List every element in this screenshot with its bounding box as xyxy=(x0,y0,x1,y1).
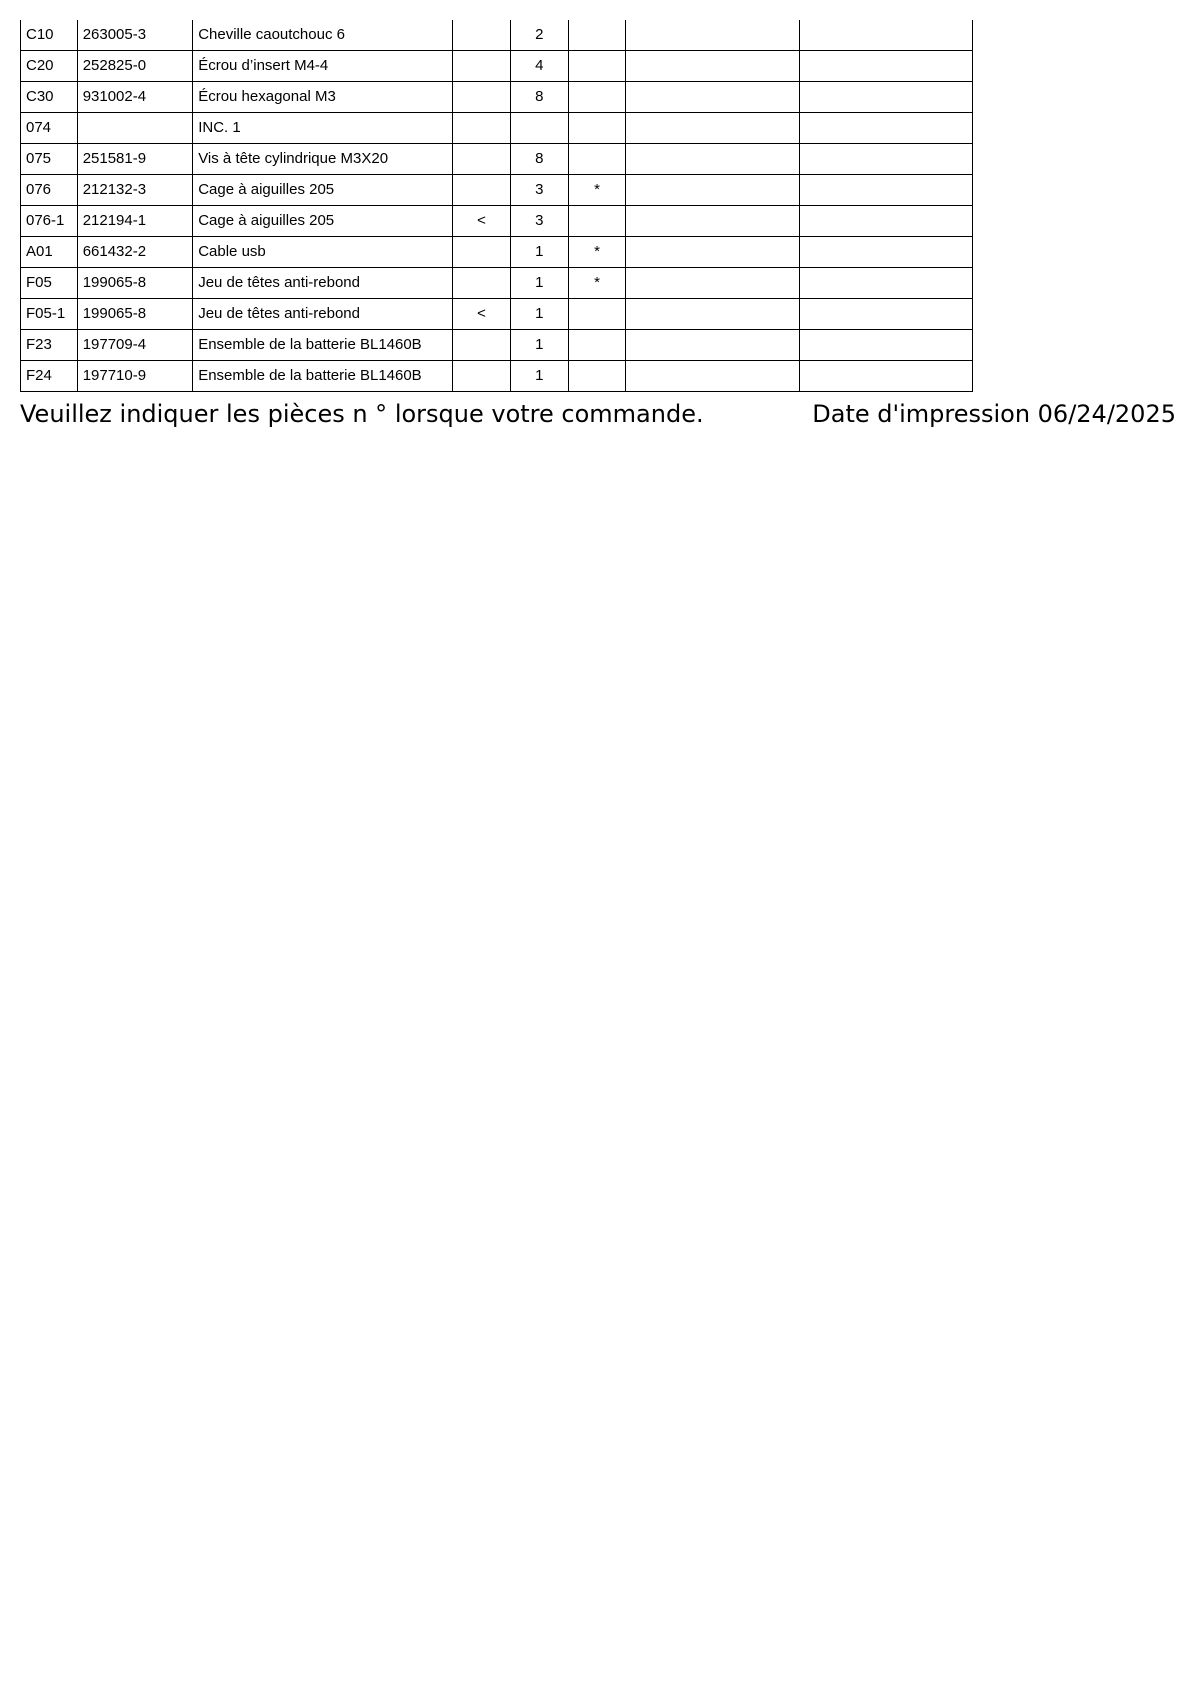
part-number-cell: 661432-2 xyxy=(77,237,193,268)
description-cell: Écrou hexagonal M3 xyxy=(193,82,453,113)
quantity-cell: 1 xyxy=(510,237,568,268)
description-cell: Jeu de têtes anti-rebond xyxy=(193,268,453,299)
description-cell: Cable usb xyxy=(193,237,453,268)
blank-cell xyxy=(799,237,972,268)
table-row xyxy=(21,20,973,51)
blank-cell xyxy=(799,299,972,330)
note-cell xyxy=(568,51,626,82)
table-row xyxy=(21,82,973,113)
table-row xyxy=(21,330,973,361)
item-number-cell: F05-1 xyxy=(21,299,78,330)
substitution-cell: < xyxy=(453,299,511,330)
table-row xyxy=(21,206,973,237)
quantity-cell: 4 xyxy=(510,51,568,82)
description-cell: Ensemble de la batterie BL1460B xyxy=(193,361,453,392)
substitution-cell xyxy=(453,20,511,51)
blank-cell xyxy=(799,268,972,299)
substitution-cell: < xyxy=(453,206,511,237)
quantity-cell: 8 xyxy=(510,144,568,175)
blank-cell xyxy=(626,299,799,330)
item-number-cell: F23 xyxy=(21,330,78,361)
part-number-cell: 197710-9 xyxy=(77,361,193,392)
blank-cell xyxy=(799,51,972,82)
part-number-cell: 251581-9 xyxy=(77,144,193,175)
blank-cell xyxy=(626,175,799,206)
note-cell xyxy=(568,82,626,113)
blank-cell xyxy=(626,206,799,237)
blank-cell xyxy=(626,237,799,268)
quantity-cell xyxy=(510,113,568,144)
substitution-cell xyxy=(453,237,511,268)
substitution-cell xyxy=(453,144,511,175)
quantity-cell: 2 xyxy=(510,20,568,51)
description-cell: INC. 1 xyxy=(193,113,453,144)
blank-cell xyxy=(799,206,972,237)
part-number-cell: 212194-1 xyxy=(77,206,193,237)
description-cell: Cage à aiguilles 205 xyxy=(193,206,453,237)
description-cell: Ensemble de la batterie BL1460B xyxy=(193,330,453,361)
blank-cell xyxy=(799,82,972,113)
blank-cell xyxy=(799,113,972,144)
item-number-cell: 076 xyxy=(21,175,78,206)
note-cell xyxy=(568,299,626,330)
table-row xyxy=(21,299,973,330)
blank-cell xyxy=(626,144,799,175)
blank-cell xyxy=(626,330,799,361)
blank-cell xyxy=(799,361,972,392)
note-cell: * xyxy=(568,268,626,299)
item-number-cell: F24 xyxy=(21,361,78,392)
order-instruction-note: Veuillez indiquer les pièces n ° lorsque votre commande. xyxy=(20,400,704,428)
description-cell: Cage à aiguilles 205 xyxy=(193,175,453,206)
blank-cell xyxy=(799,144,972,175)
quantity-cell: 1 xyxy=(510,299,568,330)
blank-cell xyxy=(626,268,799,299)
blank-cell xyxy=(626,51,799,82)
substitution-cell xyxy=(453,330,511,361)
item-number-cell: 074 xyxy=(21,113,78,144)
item-number-cell: A01 xyxy=(21,237,78,268)
blank-cell xyxy=(799,175,972,206)
note-cell xyxy=(568,144,626,175)
item-number-cell: C20 xyxy=(21,51,78,82)
quantity-cell: 3 xyxy=(510,206,568,237)
description-cell: Cheville caoutchouc 6 xyxy=(193,20,453,51)
part-number-cell: 931002-4 xyxy=(77,82,193,113)
quantity-cell: 8 xyxy=(510,82,568,113)
substitution-cell xyxy=(453,51,511,82)
table-row xyxy=(21,268,973,299)
item-number-cell: F05 xyxy=(21,268,78,299)
quantity-cell: 1 xyxy=(510,330,568,361)
note-cell xyxy=(568,330,626,361)
description-cell: Vis à tête cylindrique M3X20 xyxy=(193,144,453,175)
table-row xyxy=(21,175,973,206)
item-number-cell: 075 xyxy=(21,144,78,175)
item-number-cell: C30 xyxy=(21,82,78,113)
blank-cell xyxy=(626,82,799,113)
table-row xyxy=(21,51,973,82)
note-cell: * xyxy=(568,237,626,268)
blank-cell xyxy=(626,361,799,392)
part-number-cell: 199065-8 xyxy=(77,268,193,299)
part-number-cell: 263005-3 xyxy=(77,20,193,51)
quantity-cell: 3 xyxy=(510,175,568,206)
blank-cell xyxy=(626,113,799,144)
description-cell: Jeu de têtes anti-rebond xyxy=(193,299,453,330)
item-number-cell: C10 xyxy=(21,20,78,51)
substitution-cell xyxy=(453,113,511,144)
part-number-cell: 197709-4 xyxy=(77,330,193,361)
quantity-cell: 1 xyxy=(510,361,568,392)
blank-cell xyxy=(626,20,799,51)
substitution-cell xyxy=(453,82,511,113)
description-cell: Écrou d’insert M4-4 xyxy=(193,51,453,82)
print-date: Date d'impression 06/24/2025 xyxy=(812,400,1176,428)
note-cell: * xyxy=(568,175,626,206)
part-number-cell: 252825-0 xyxy=(77,51,193,82)
blank-cell xyxy=(799,330,972,361)
blank-cell xyxy=(799,20,972,51)
quantity-cell: 1 xyxy=(510,268,568,299)
substitution-cell xyxy=(453,268,511,299)
parts-table-body xyxy=(21,20,973,392)
note-cell xyxy=(568,361,626,392)
note-cell xyxy=(568,20,626,51)
note-cell xyxy=(568,206,626,237)
parts-table xyxy=(20,20,973,392)
table-row xyxy=(21,361,973,392)
item-number-cell: 076-1 xyxy=(21,206,78,237)
part-number-cell xyxy=(77,113,193,144)
table-row xyxy=(21,144,973,175)
table-row xyxy=(21,113,973,144)
substitution-cell xyxy=(453,175,511,206)
part-number-cell: 212132-3 xyxy=(77,175,193,206)
table-row xyxy=(21,237,973,268)
substitution-cell xyxy=(453,361,511,392)
part-number-cell: 199065-8 xyxy=(77,299,193,330)
note-cell xyxy=(568,113,626,144)
